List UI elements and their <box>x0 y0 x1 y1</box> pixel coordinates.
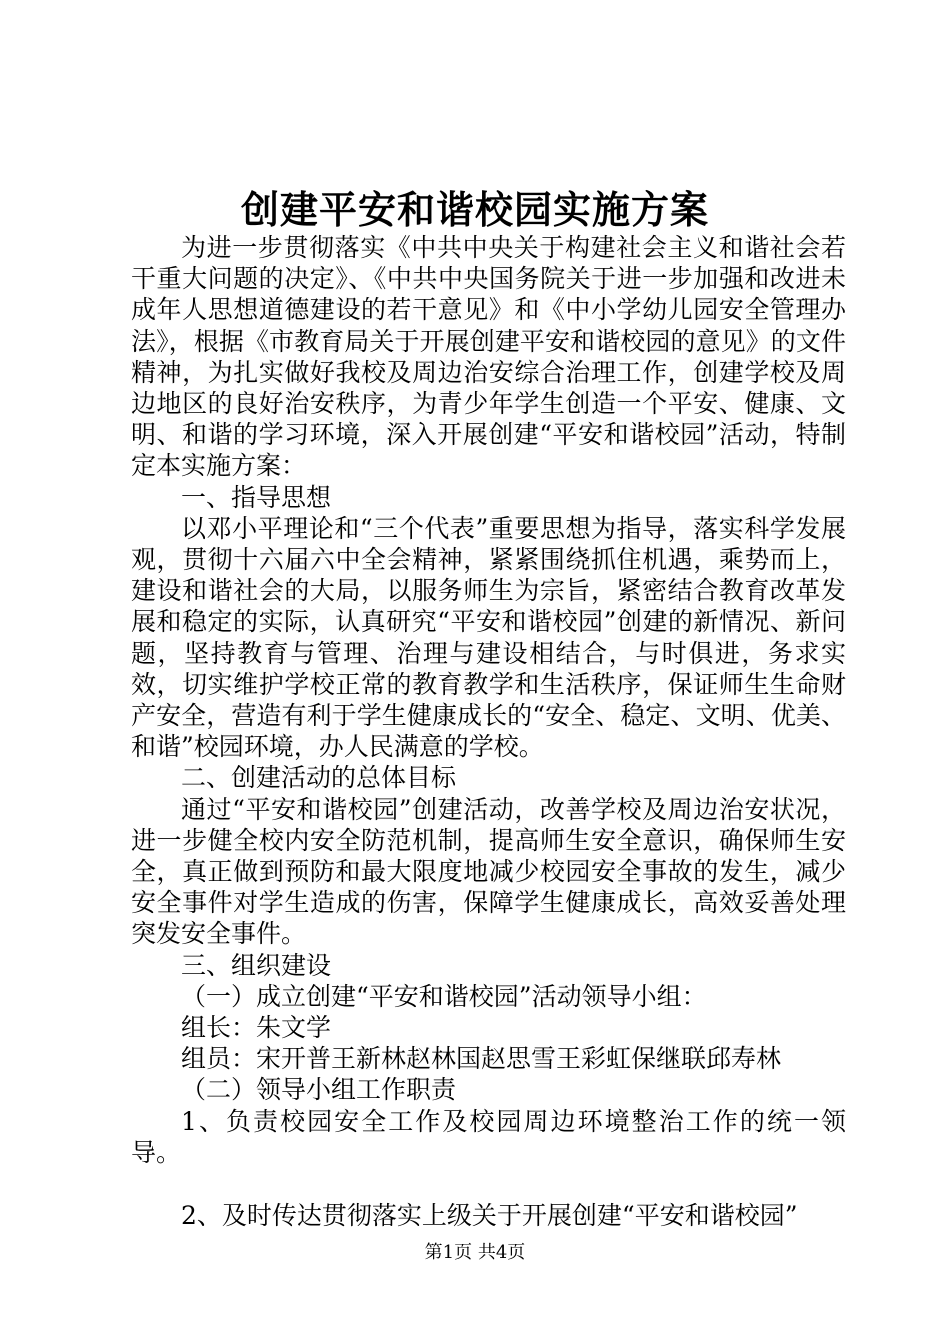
document-title: 创建平安和谐校园实施方案 <box>240 187 709 232</box>
section-heading-organization: 三、组织建设 <box>181 950 332 980</box>
section-heading-overall-goal: 二、创建活动的总体目标 <box>181 763 457 793</box>
intro-paragraph: 为进一步贯彻落实《中共中央关于构建社会主义和谐社会若干重大问题的决定》、《中共中央国务院关于进一步加强和改进未成年人思想道德建设的若干意见》和《中小学幼儿园安全管理办法》，根据《市教育局关于开展创建平安和谐校园的意见》的文件精神，为扎实做好我校及周边治安综合治理工作，创建学校及周边地区的良好治安秩序，为青少年学生创造一个平安、健康、文明、和谐的学习环境，深入开展创建“平安和谐校园”活动，特制定本实施方案： <box>131 233 846 481</box>
group-leader-line: 组长：朱文学 <box>181 1013 332 1043</box>
overall-goal-paragraph: 通过“平安和谐校园”创建活动，改善学校及周边治安状况，进一步健全校内安全防范机制，提高师生安全意识，确保师生安全，真正做到预防和最大限度地减少校园安全事故的发生，减少安全事件对学生造成的伤害，保障学生健康成长，高效妥善处理突发安全事件。 <box>131 794 846 949</box>
section-heading-guiding-ideology: 一、指导思想 <box>181 482 332 512</box>
page-footer: 第1页 共4页 <box>424 1242 526 1263</box>
duty-item-1: 1、负责校园安全工作及校园周边环境整治工作的统一领导。 <box>131 1106 846 1167</box>
document-body <box>131 232 846 1231</box>
guiding-ideology-paragraph: 以邓小平理论和“三个代表”重要思想为指导，落实科学发展观，贯彻十六届六中全会精神，紧紧围绕抓住机遇，乘势而上，建设和谐社会的大局，以服务师生为宗旨，紧密结合教育改革发展和稳定的实际，认真研究“平安和谐校园”创建的新情况、新问题，坚持教育与管理、治理与建设相结合，与时俱进，务求实效，切实维护学校正常的教育教学和生活秩序，保证师生生命财产安全，营造有利于学生健康成长的“安全、稳定、文明、优美、和谐”校园环境，办人民满意的学校。 <box>131 513 846 762</box>
subsection-leadership-group: （一）成立创建“平安和谐校园”活动领导小组： <box>181 981 707 1011</box>
group-members-line: 组员：宋开普王新林赵林国赵思雪王彩虹保继联邱寿林 <box>181 1044 782 1074</box>
subsection-group-duties: （二）领导小组工作职责 <box>181 1075 457 1105</box>
duty-item-2: 2、及时传达贯彻落实上级关于开展创建“平安和谐校园” <box>181 1201 798 1231</box>
paragraph-gap <box>131 1168 846 1200</box>
